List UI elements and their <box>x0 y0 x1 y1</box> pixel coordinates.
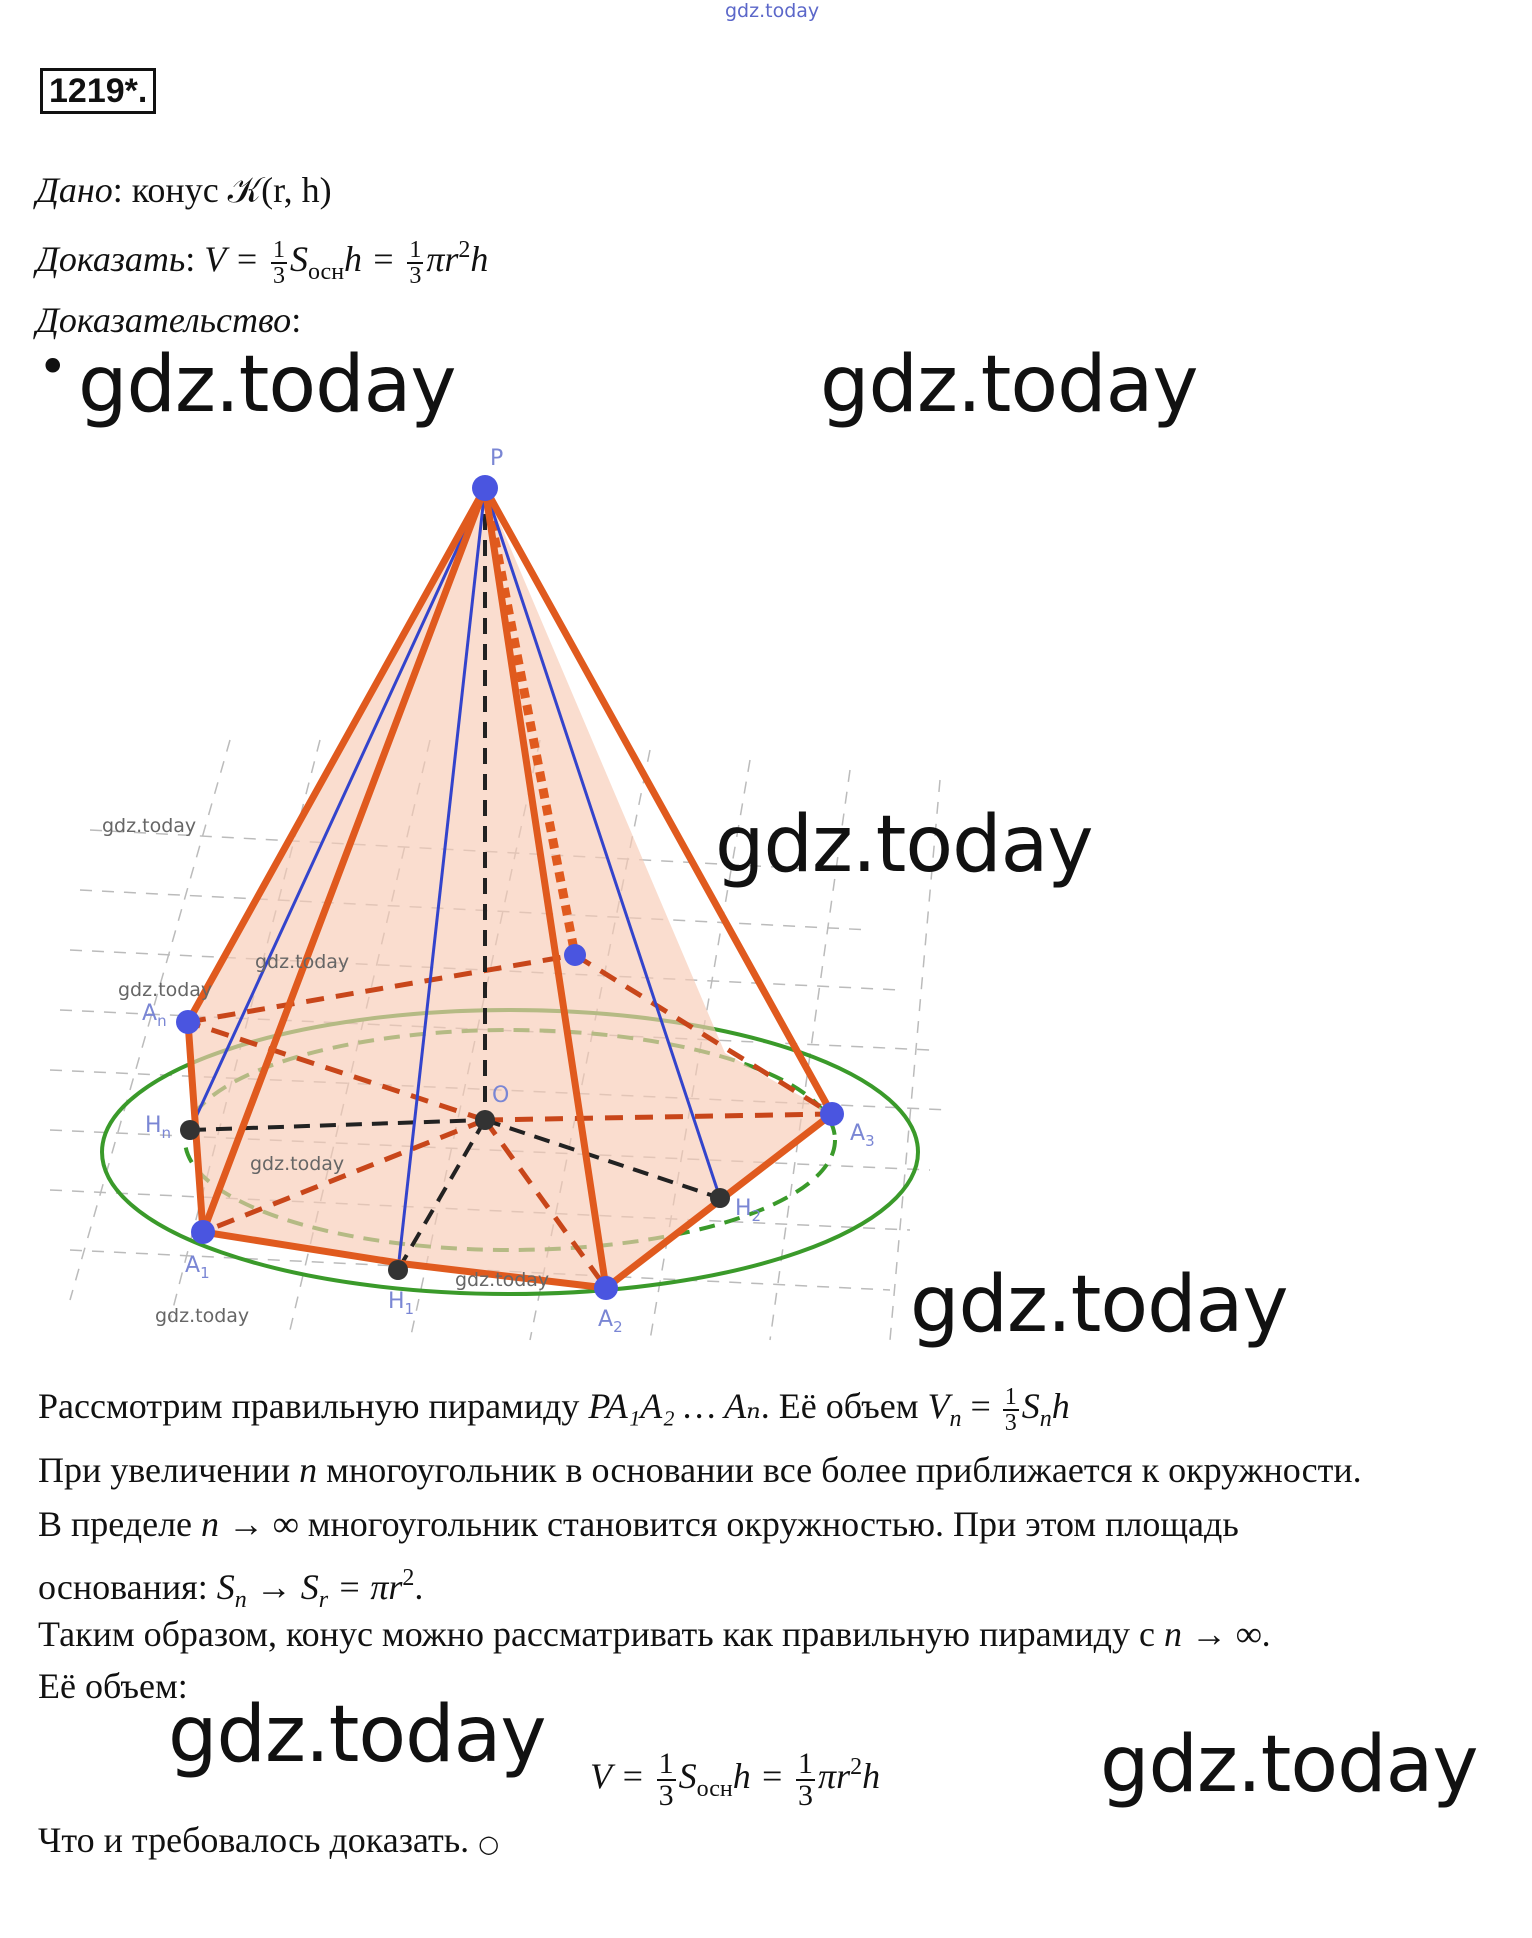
label-A2-letter: A <box>598 1307 614 1332</box>
p1-h: h <box>1051 1386 1070 1426</box>
frac-den: 3 <box>272 262 285 289</box>
watermark-big-5: gdz.today <box>168 1690 546 1780</box>
label-Hn-sub: n <box>161 1124 172 1142</box>
final-frac-den-2: 3 <box>798 1778 814 1812</box>
frac-num: 1 <box>272 236 285 263</box>
prove-lhs: V = <box>204 239 259 279</box>
final-S-sub: осн <box>696 1776 733 1802</box>
watermark-big-3: gdz.today <box>715 800 1093 890</box>
p3-text-b: многоугольник становится окружностью. При этом площадь <box>298 1504 1239 1544</box>
label-P: P <box>490 446 504 471</box>
p1-text-a: Рассмотрим правильную пирамиду <box>38 1386 589 1426</box>
given-text: : конус 𝒦(r, h) <box>112 170 332 210</box>
p4-S-sub: n <box>234 1587 247 1613</box>
end-mark: ○ <box>478 1830 500 1858</box>
prove-label: Доказать <box>36 239 186 279</box>
paragraph-2 <box>38 1448 1362 1492</box>
paragraph-5 <box>38 1612 1271 1656</box>
p4-S2: S <box>300 1567 319 1607</box>
vertex-P <box>472 475 498 501</box>
label-Hn <box>145 1113 171 1142</box>
point-Hn <box>180 1120 200 1140</box>
proof-line: Доказательство: <box>36 300 302 340</box>
vertex-An <box>176 1010 200 1034</box>
point-O <box>475 1110 495 1130</box>
vertex-hidden <box>564 944 586 966</box>
p3-text-a: В пределе <box>38 1504 202 1544</box>
label-H2-letter: H <box>735 1196 752 1221</box>
watermark-big-2: gdz.today <box>820 340 1198 430</box>
p1-V: V <box>927 1386 950 1426</box>
prove-h2: h <box>470 239 489 279</box>
p1-pyramid: PA₁A₂ … Aₙ <box>588 1386 761 1426</box>
p4-S2-sub: r <box>318 1587 329 1613</box>
p1-S-sub: n <box>1039 1406 1052 1432</box>
paragraph-6: Её объем: <box>38 1666 188 1706</box>
point-H2 <box>710 1188 730 1208</box>
final-lhs: V = <box>590 1756 645 1796</box>
label-A3 <box>850 1121 875 1150</box>
label-H1-sub: 1 <box>404 1300 415 1318</box>
final-pi-r: πr <box>818 1756 851 1796</box>
p4-arrow: → <box>246 1567 301 1607</box>
frac-num-2: 1 <box>409 236 422 263</box>
final-frac-den-1: 3 <box>658 1778 674 1812</box>
fig-watermark-6: gdz.today <box>155 1305 250 1327</box>
frac-den-2: 3 <box>409 262 422 289</box>
final-S: S <box>678 1756 697 1796</box>
p4-S: S <box>216 1567 235 1607</box>
p2-text-b: многоугольник в основании все более приближается к окружности. <box>317 1450 1362 1490</box>
label-H2 <box>735 1196 761 1225</box>
label-An-sub: n <box>157 1012 167 1030</box>
final-frac-num-2: 1 <box>798 1746 814 1780</box>
prove-fraction-2 <box>407 238 423 288</box>
conclusion <box>38 1818 499 1866</box>
prove-pi-r: πr <box>426 239 459 279</box>
p1-frac-den: 3 <box>1004 1409 1017 1436</box>
p2-text-a: При увеличении <box>38 1450 300 1490</box>
given-label: Дано <box>36 170 113 210</box>
p5-dot: . <box>1261 1614 1271 1654</box>
fig-watermark-4: gdz.today <box>250 1153 345 1175</box>
prove-line <box>36 228 488 294</box>
vertex-A1 <box>191 1220 215 1244</box>
p4-eq: = πr <box>328 1567 403 1607</box>
fig-watermark-1: gdz.today <box>102 815 197 837</box>
p1-frac-num: 1 <box>1004 1383 1017 1410</box>
label-A3-letter: A <box>850 1121 866 1146</box>
paragraph-3 <box>38 1502 1239 1546</box>
label-O: O <box>492 1083 510 1108</box>
p3-limit: n → ∞ <box>201 1504 299 1544</box>
final-fraction-1 <box>657 1746 676 1812</box>
prove-fraction-1 <box>271 238 287 288</box>
prove-square: 2 <box>458 237 471 263</box>
label-H2-sub: 2 <box>751 1207 762 1225</box>
label-A2 <box>598 1307 623 1336</box>
p1-V-sub: n <box>949 1406 962 1432</box>
label-H1-letter: H <box>388 1289 405 1314</box>
problem-number: 1219*. <box>40 68 156 114</box>
p5-limit: n → ∞ <box>1163 1614 1262 1654</box>
final-h: h = <box>732 1756 785 1796</box>
paragraph-1 <box>38 1384 1070 1441</box>
prove-S-sub: осн <box>307 259 345 285</box>
p1-eq: = <box>961 1386 991 1426</box>
final-square: 2 <box>850 1754 863 1780</box>
label-A3-sub: 3 <box>865 1132 875 1150</box>
label-A2-sub: 2 <box>613 1318 623 1336</box>
label-An-letter: A <box>142 1001 158 1026</box>
final-h2: h <box>862 1756 881 1796</box>
proof-label: Доказательство <box>36 300 292 340</box>
vertex-A3 <box>820 1102 844 1126</box>
p1-text-c: . Её объем <box>760 1386 928 1426</box>
p1-fraction <box>1003 1385 1019 1435</box>
prove-S: S <box>289 239 308 279</box>
fig-watermark-5: gdz.today <box>455 1269 550 1291</box>
p4-square: 2 <box>402 1565 415 1591</box>
pyramid-figure <box>30 440 1030 1360</box>
conclusion-text: Что и требовалось доказать. <box>38 1820 470 1860</box>
label-Hn-letter: H <box>145 1113 162 1138</box>
final-formula <box>590 1745 880 1811</box>
final-fraction-2 <box>796 1746 815 1812</box>
label-A1-letter: A <box>185 1253 201 1278</box>
watermark-big-6: gdz.today <box>1100 1720 1478 1810</box>
p4-text-a: основания: <box>38 1567 217 1607</box>
bullet: • <box>38 338 68 396</box>
prove-h: h = <box>344 239 396 279</box>
p1-S: S <box>1021 1386 1040 1426</box>
label-An <box>142 1001 167 1030</box>
watermark-big-4: gdz.today <box>910 1260 1288 1350</box>
point-H1 <box>388 1260 408 1280</box>
label-A1-sub: 1 <box>200 1264 210 1282</box>
p2-n: n <box>299 1450 318 1490</box>
given-line <box>36 168 332 212</box>
label-H1 <box>388 1289 414 1318</box>
fig-watermark-2: gdz.today <box>255 951 350 973</box>
p5-text-a: Таким образом, конус можно рассматривать как правильную пирамиду с <box>38 1614 1164 1654</box>
watermark-big-1: gdz.today <box>78 340 456 430</box>
p4-dot: . <box>414 1567 424 1607</box>
final-frac-num-1: 1 <box>658 1746 674 1780</box>
prove-colon: : <box>185 239 196 279</box>
watermark-top: gdz.today <box>725 0 820 22</box>
fig-watermark-3: gdz.today <box>118 979 213 1001</box>
vertex-A2 <box>594 1276 618 1300</box>
